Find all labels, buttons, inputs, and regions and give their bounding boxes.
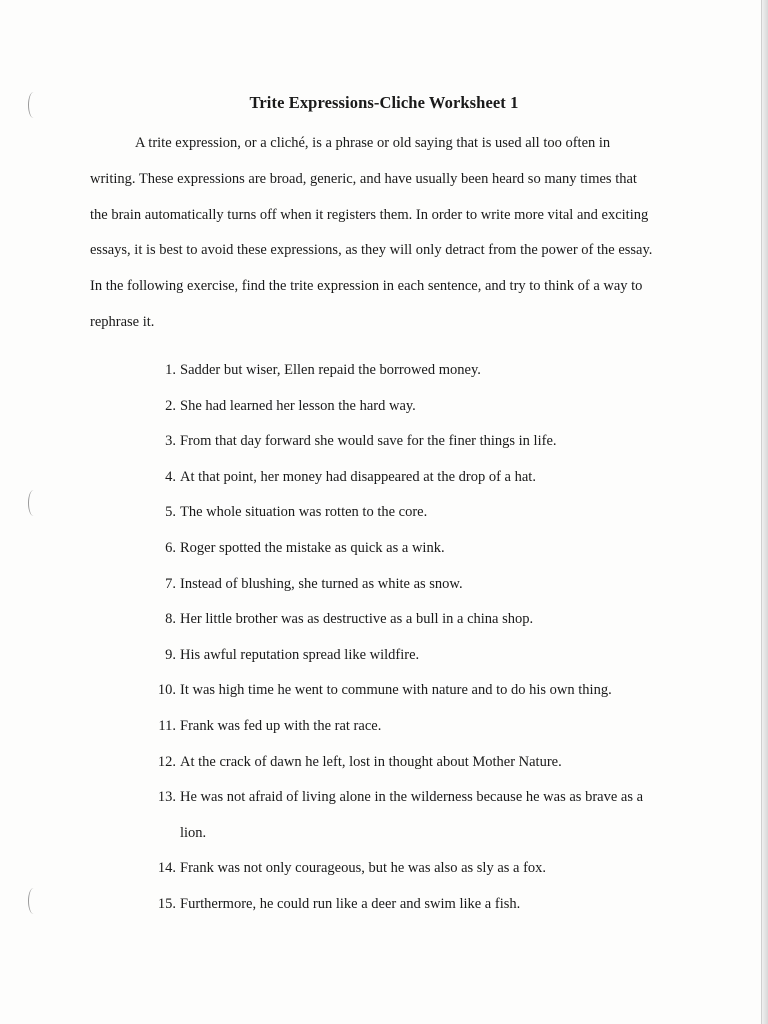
- intro-line: rephrase it.: [90, 313, 155, 330]
- list-item-continuation: [0, 825, 768, 861]
- item-number: 10.: [157, 682, 176, 699]
- item-text: He was not afraid of living alone in the wilderness because he was as brave as a: [180, 789, 644, 806]
- item-number: 4.: [165, 468, 176, 485]
- item-text: At the crack of dawn he left, lost in thought about Mother Nature.: [180, 753, 562, 770]
- item-number: 2.: [165, 397, 176, 414]
- list-item: [0, 718, 768, 754]
- item-number: 6.: [165, 539, 176, 556]
- item-number: 3.: [165, 433, 176, 450]
- item-text: She had learned her lesson the hard way.: [180, 397, 416, 414]
- item-text: At that point, her money had disappeared at the drop of a hat.: [180, 468, 536, 485]
- item-number: 13.: [157, 789, 176, 806]
- item-number: 15.: [157, 895, 176, 912]
- list-item: [0, 611, 768, 647]
- list-item: [0, 469, 768, 505]
- item-text: His awful reputation spread like wildfire.: [180, 646, 420, 663]
- intro-line: essays, it is best to avoid these expressions, as they will only detract from the power of the essay.: [90, 242, 653, 259]
- item-number: 7.: [165, 575, 176, 592]
- list-item: [0, 576, 768, 612]
- exercise-list: [0, 362, 768, 932]
- item-text: Instead of blushing, she turned as white as snow.: [180, 575, 463, 592]
- list-item: [0, 398, 768, 434]
- list-item: [0, 433, 768, 469]
- item-text: From that day forward she would save for the finer things in life.: [180, 433, 557, 450]
- list-item: [0, 540, 768, 576]
- list-item: [0, 860, 768, 896]
- intro-line: writing. These expressions are broad, generic, and have usually been heard so many times that: [90, 170, 637, 187]
- item-number: 1.: [165, 362, 176, 378]
- item-number: 8.: [165, 611, 176, 628]
- list-item: [0, 789, 768, 825]
- list-item: [0, 504, 768, 540]
- item-text: Sadder but wiser, Ellen repaid the borrowed money.: [180, 362, 481, 378]
- intro-line: the brain automatically turns off when it registers them. In order to write more vital and exciting: [90, 206, 649, 223]
- item-text: Frank was not only courageous, but he was also as sly as a fox.: [180, 860, 547, 877]
- list-item: [0, 754, 768, 790]
- intro-paragraph: [90, 126, 675, 341]
- item-text: It was high time he went to commune with nature and to do his own thing.: [180, 682, 612, 699]
- item-text: lion.: [180, 824, 207, 841]
- worksheet-title: Trite Expressions-Cliche Worksheet 1: [249, 93, 519, 112]
- intro-line: In the following exercise, find the trite expression in each sentence, and try to think of a way to: [90, 278, 643, 295]
- item-number: 9.: [165, 646, 176, 663]
- item-text: Her little brother was as destructive as a bull in a china shop.: [180, 611, 534, 628]
- item-text: Frank was fed up with the rat race.: [180, 717, 382, 734]
- item-text: Roger spotted the mistake as quick as a wink.: [180, 539, 445, 556]
- item-number: 11.: [158, 717, 176, 734]
- intro-line: A trite expression, or a cliché, is a phrase or old saying that is used all too often in: [135, 135, 611, 151]
- list-item: [0, 362, 768, 398]
- list-item: [0, 682, 768, 718]
- item-text: Furthermore, he could run like a deer and swim like a fish.: [180, 895, 521, 912]
- item-text: The whole situation was rotten to the core.: [180, 504, 428, 521]
- item-number: 5.: [165, 504, 176, 521]
- list-item: [0, 647, 768, 683]
- item-number: 14.: [157, 860, 176, 877]
- list-item: [0, 896, 768, 932]
- item-number: 12.: [157, 753, 176, 770]
